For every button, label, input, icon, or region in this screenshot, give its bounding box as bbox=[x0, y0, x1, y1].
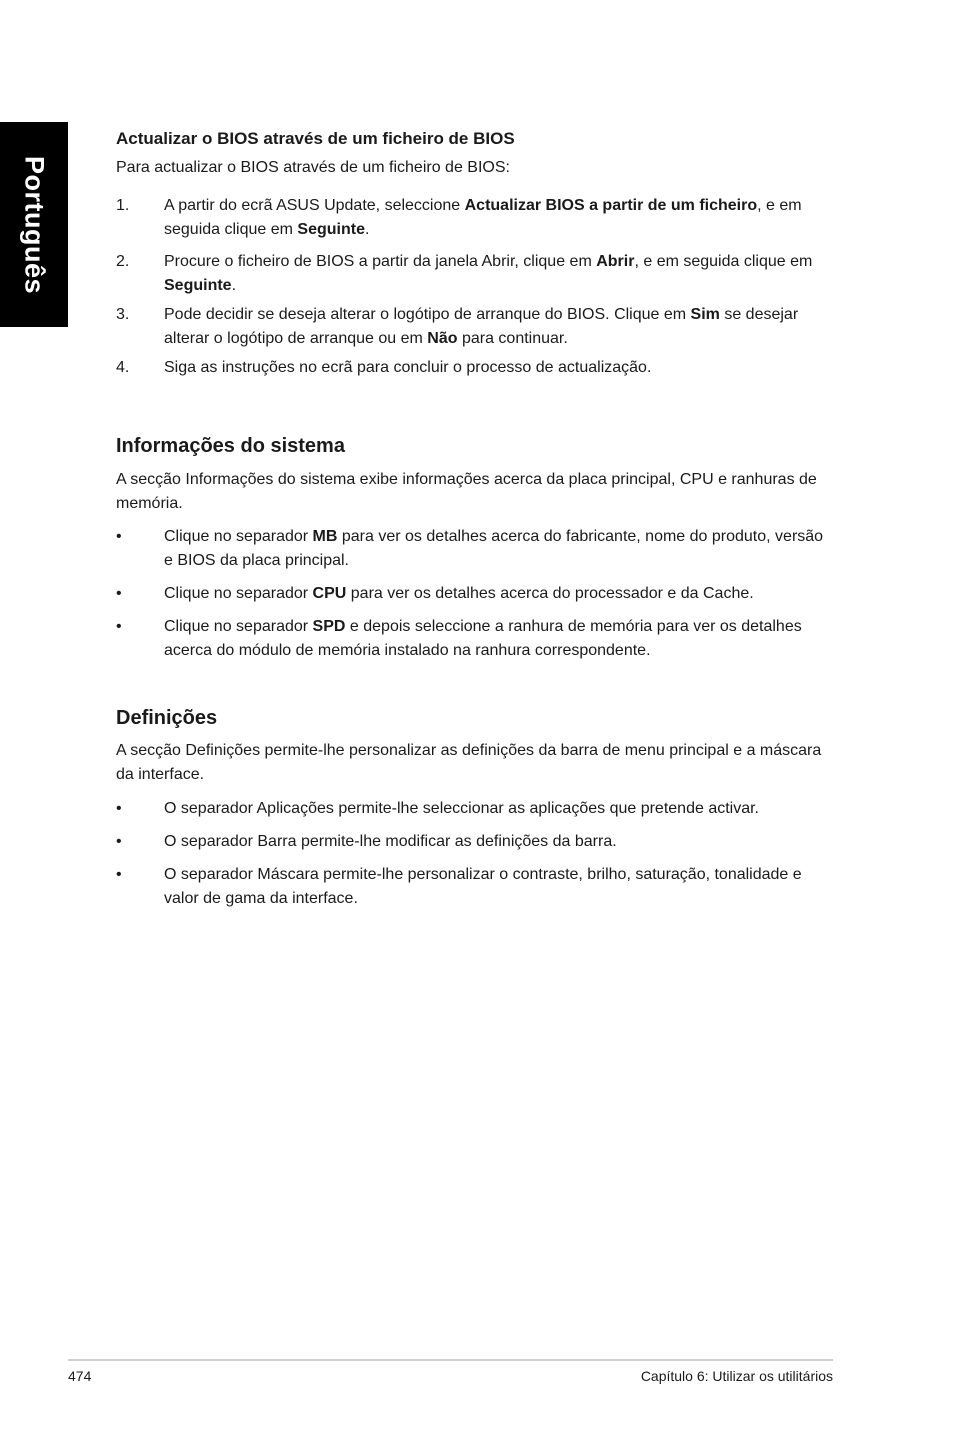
page-number: 474 bbox=[68, 1368, 92, 1384]
language-label: Português bbox=[19, 155, 50, 294]
list-item: • O separador Barra permite-lhe modificar as definições da barra. bbox=[116, 833, 617, 850]
list-item: 4. Siga as instruções no ecrã para concluir o processo de actualização. bbox=[116, 359, 652, 376]
section-intro: A secção Informações do sistema exibe informações acerca da placa principal, CPU e ranhuras de memória. bbox=[116, 471, 817, 512]
chapter-title: Capítulo 6: Utilizar os utilitários bbox=[640, 1368, 833, 1384]
section-intro: Para actualizar o BIOS através de um ficheiro de BIOS: bbox=[116, 159, 510, 176]
footer-divider bbox=[68, 1359, 833, 1361]
section-heading-settings: Definições bbox=[116, 707, 218, 729]
list-item: 3. Pode decidir se deseja alterar o logótipo de arranque do BIOS. Clique em Sim se desejar alterar o logótipo de arranque ou em Não para continuar. bbox=[116, 306, 799, 347]
list-item: • O separador Máscara permite-lhe personalizar o contraste, brilho, saturação, tonalidade e valor de gama da interface. bbox=[116, 866, 802, 907]
list-item: • Clique no separador SPD e depois seleccione a ranhura de memória para ver os detalhes acerca do módulo de memória instalado na ranhura correspondente. bbox=[116, 618, 802, 659]
language-side-tab bbox=[0, 122, 68, 327]
section-heading-system-info: Informações do sistema bbox=[116, 435, 345, 457]
list-item: 1. A partir do ecrã ASUS Update, seleccione Actualizar BIOS a partir de um ficheiro, e em seguida clique em Seguinte. bbox=[116, 197, 802, 238]
section-heading-bios-file: Actualizar o BIOS através de um ficheiro de BIOS bbox=[116, 129, 515, 148]
section-intro: A secção Definições permite-lhe personalizar as definições da barra de menu principal e a máscara da interface. bbox=[116, 742, 822, 783]
list-item: • Clique no separador MB para ver os detalhes acerca do fabricante, nome do produto, versão e BIOS da placa principal. bbox=[116, 528, 824, 569]
list-item: • O separador Aplicações permite-lhe seleccionar as aplicações que pretende activar. bbox=[116, 800, 759, 817]
list-item: • Clique no separador CPU para ver os detalhes acerca do processador e da Cache. bbox=[116, 585, 754, 602]
list-item: 2. Procure o ficheiro de BIOS a partir da janela Abrir, clique em Abrir, e em seguida clique em Seguinte. bbox=[116, 253, 813, 294]
